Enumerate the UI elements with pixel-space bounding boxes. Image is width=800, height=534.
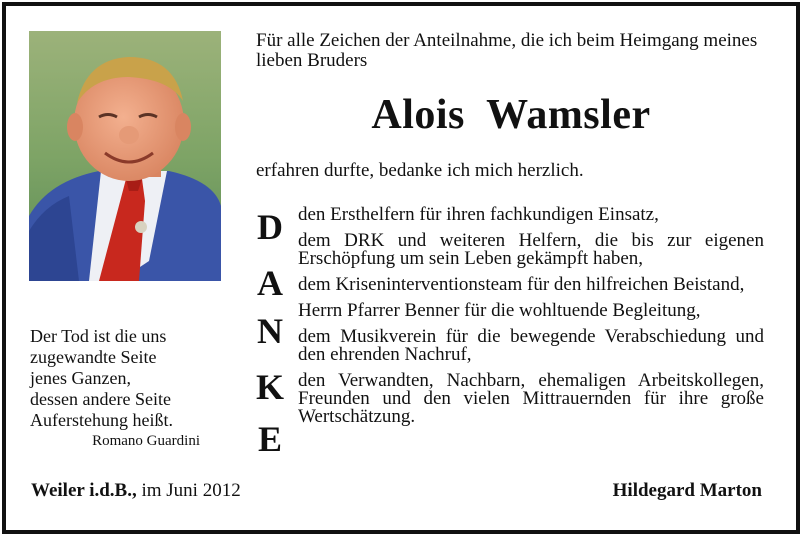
quote-line: Der Tod ist die uns	[30, 326, 167, 346]
quote-line: dessen andere Seite	[30, 389, 171, 409]
place: Weiler i.d.B.,	[31, 480, 137, 501]
deceased-name: Alois Wamsler	[371, 92, 651, 138]
thanks-statement: erfahren durfte, bedanke ich mich herzlich.	[256, 160, 584, 181]
quote-line: zugewandte Seite	[30, 347, 157, 367]
thanks-item: dem Kriseninterventionsteam für den hilfreichen Beistand,	[298, 274, 745, 295]
thanks-item: dem Musikverein für die bewegende Verabschiedung und den ehrenden Nachruf,	[298, 326, 764, 365]
danke-letter-e: E	[257, 419, 282, 459]
quote	[30, 326, 230, 451]
danke-letter-d: D	[257, 207, 283, 247]
thanks-item: dem DRK und weiteren Helfern, die bis zur eigenen Erschöpfung um sein Leben gekämpft haben,	[298, 230, 764, 269]
quote-author: Romano Guardini	[92, 433, 200, 449]
danke-letter-k: K	[255, 367, 284, 407]
place-date	[31, 480, 241, 502]
thanks-item: Herrn Pfarrer Benner für die wohltuende Begleitung,	[298, 300, 701, 321]
signature: Hildegard Marton	[612, 480, 762, 501]
portrait-photo	[29, 31, 221, 281]
danke-letter-n: N	[257, 311, 283, 351]
thanks-item: den Verwandten, Nachbarn, ehemaligen Arbeitskollegen, Freunden und den vielen Mittrauernden für ihre große Wertschätzung.	[298, 370, 764, 427]
date: im Juni 2012	[136, 480, 241, 501]
thanks-list	[298, 206, 764, 434]
quote-line: Auferstehung heißt.	[30, 410, 173, 430]
portrait-illustration	[29, 31, 221, 281]
danke-letter-a: A	[257, 263, 283, 303]
quote-line: jenes Ganzen,	[30, 368, 131, 388]
intro-text: Für alle Zeichen der Anteilnahme, die ich beim Heimgang meines lieben Bruders	[256, 30, 758, 71]
thanks-item: den Ersthelfern für ihren fachkundigen Einsatz,	[298, 204, 659, 225]
